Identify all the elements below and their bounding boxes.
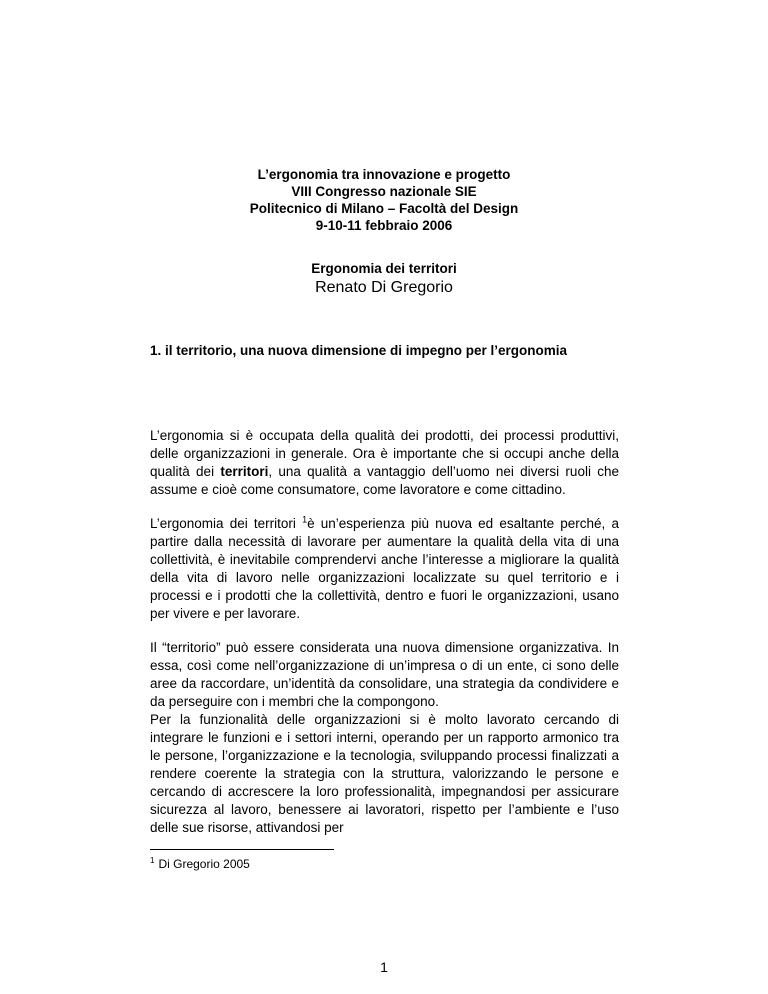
paragraph-1 [150, 427, 619, 499]
paragraph-1-text-start: L’ergonomia si è occupata della qualità dei prodotti, dei processi produttivi, delle organizzazioni in generale. Ora è importante che si occupi anche della qualità dei [150, 428, 619, 479]
footnote [150, 856, 250, 872]
paragraph-1-text-end: , una qualità a vantaggio dell’uomo nei diversi ruoli che assume e cioè come consumatore, come lavoratore e come cittadino. [150, 464, 619, 497]
footnote-reference[interactable]: 1 [302, 514, 308, 525]
footnote-divider [150, 849, 334, 850]
footnote-text: Di Gregorio 2005 [158, 857, 250, 871]
conference-venue: Politecnico di Milano – Facoltà del Design [249, 201, 519, 216]
section-heading: 1. il territorio, una nuova dimensione di impegno per l’ergonomia [150, 343, 568, 358]
body-text [150, 427, 619, 837]
paper-title-block [150, 260, 618, 298]
paragraph-1-emphasis: territori [220, 464, 269, 479]
conference-header [150, 166, 618, 234]
conference-title: L’ergonomia tra innovazione e progetto [257, 167, 511, 182]
paragraph-4: Per la funzionalità delle organizzazioni si è molto lavorato cercando di integrare le funzioni e i settori interni, operando per un rapporto armonico tra le persone, l’organizzazione e la tecnologia, sviluppando processi finalizzati a rendere coerente la strategia con la struttura, valorizzando le persone e cercando di accrescere la loro professionalità, impegnandosi per assicurare sicurezza al lavoro, benessere ai lavoratori, rispetto per l’ambiente e l’uso delle sue risorse, attivandosi per [150, 712, 619, 835]
paragraph-2-text-start: L’ergonomia dei territori [150, 516, 303, 531]
conference-name: VIII Congresso nazionale SIE [291, 184, 477, 199]
author-name: Renato Di Gregorio [315, 279, 453, 296]
paragraph-2-text-end: è un’esperienza più nuova ed esaltante perché, a partire dalla necessità di lavorare per aumentare la qualità della vita di una collettività, è inevitabile comprendervi anche l’interesse a migliorare la qualità della vita di lavoro nelle organizzazioni localizzate su quel territorio e i processi e i prodotti che la collettività, dentro e fuori le organizzazioni, usano per vivere e per lavorare. [150, 516, 619, 621]
conference-dates: 9-10-11 febbraio 2006 [315, 218, 453, 233]
paragraph-3: Il “territorio” può essere considerata una nuova dimensione organizzativa. In essa, così come nell’organizzazione di un’impresa o di un ente, ci sono delle aree da raccordare, un’identità da consolidare, una strategia da condividere e da perseguire con i membri che la compongono. [150, 640, 619, 709]
paragraph-2 [150, 515, 619, 623]
paper-title: Ergonomia dei territori [311, 261, 457, 276]
footnote-number: 1 [150, 856, 155, 865]
page-number: 1 [380, 959, 388, 975]
